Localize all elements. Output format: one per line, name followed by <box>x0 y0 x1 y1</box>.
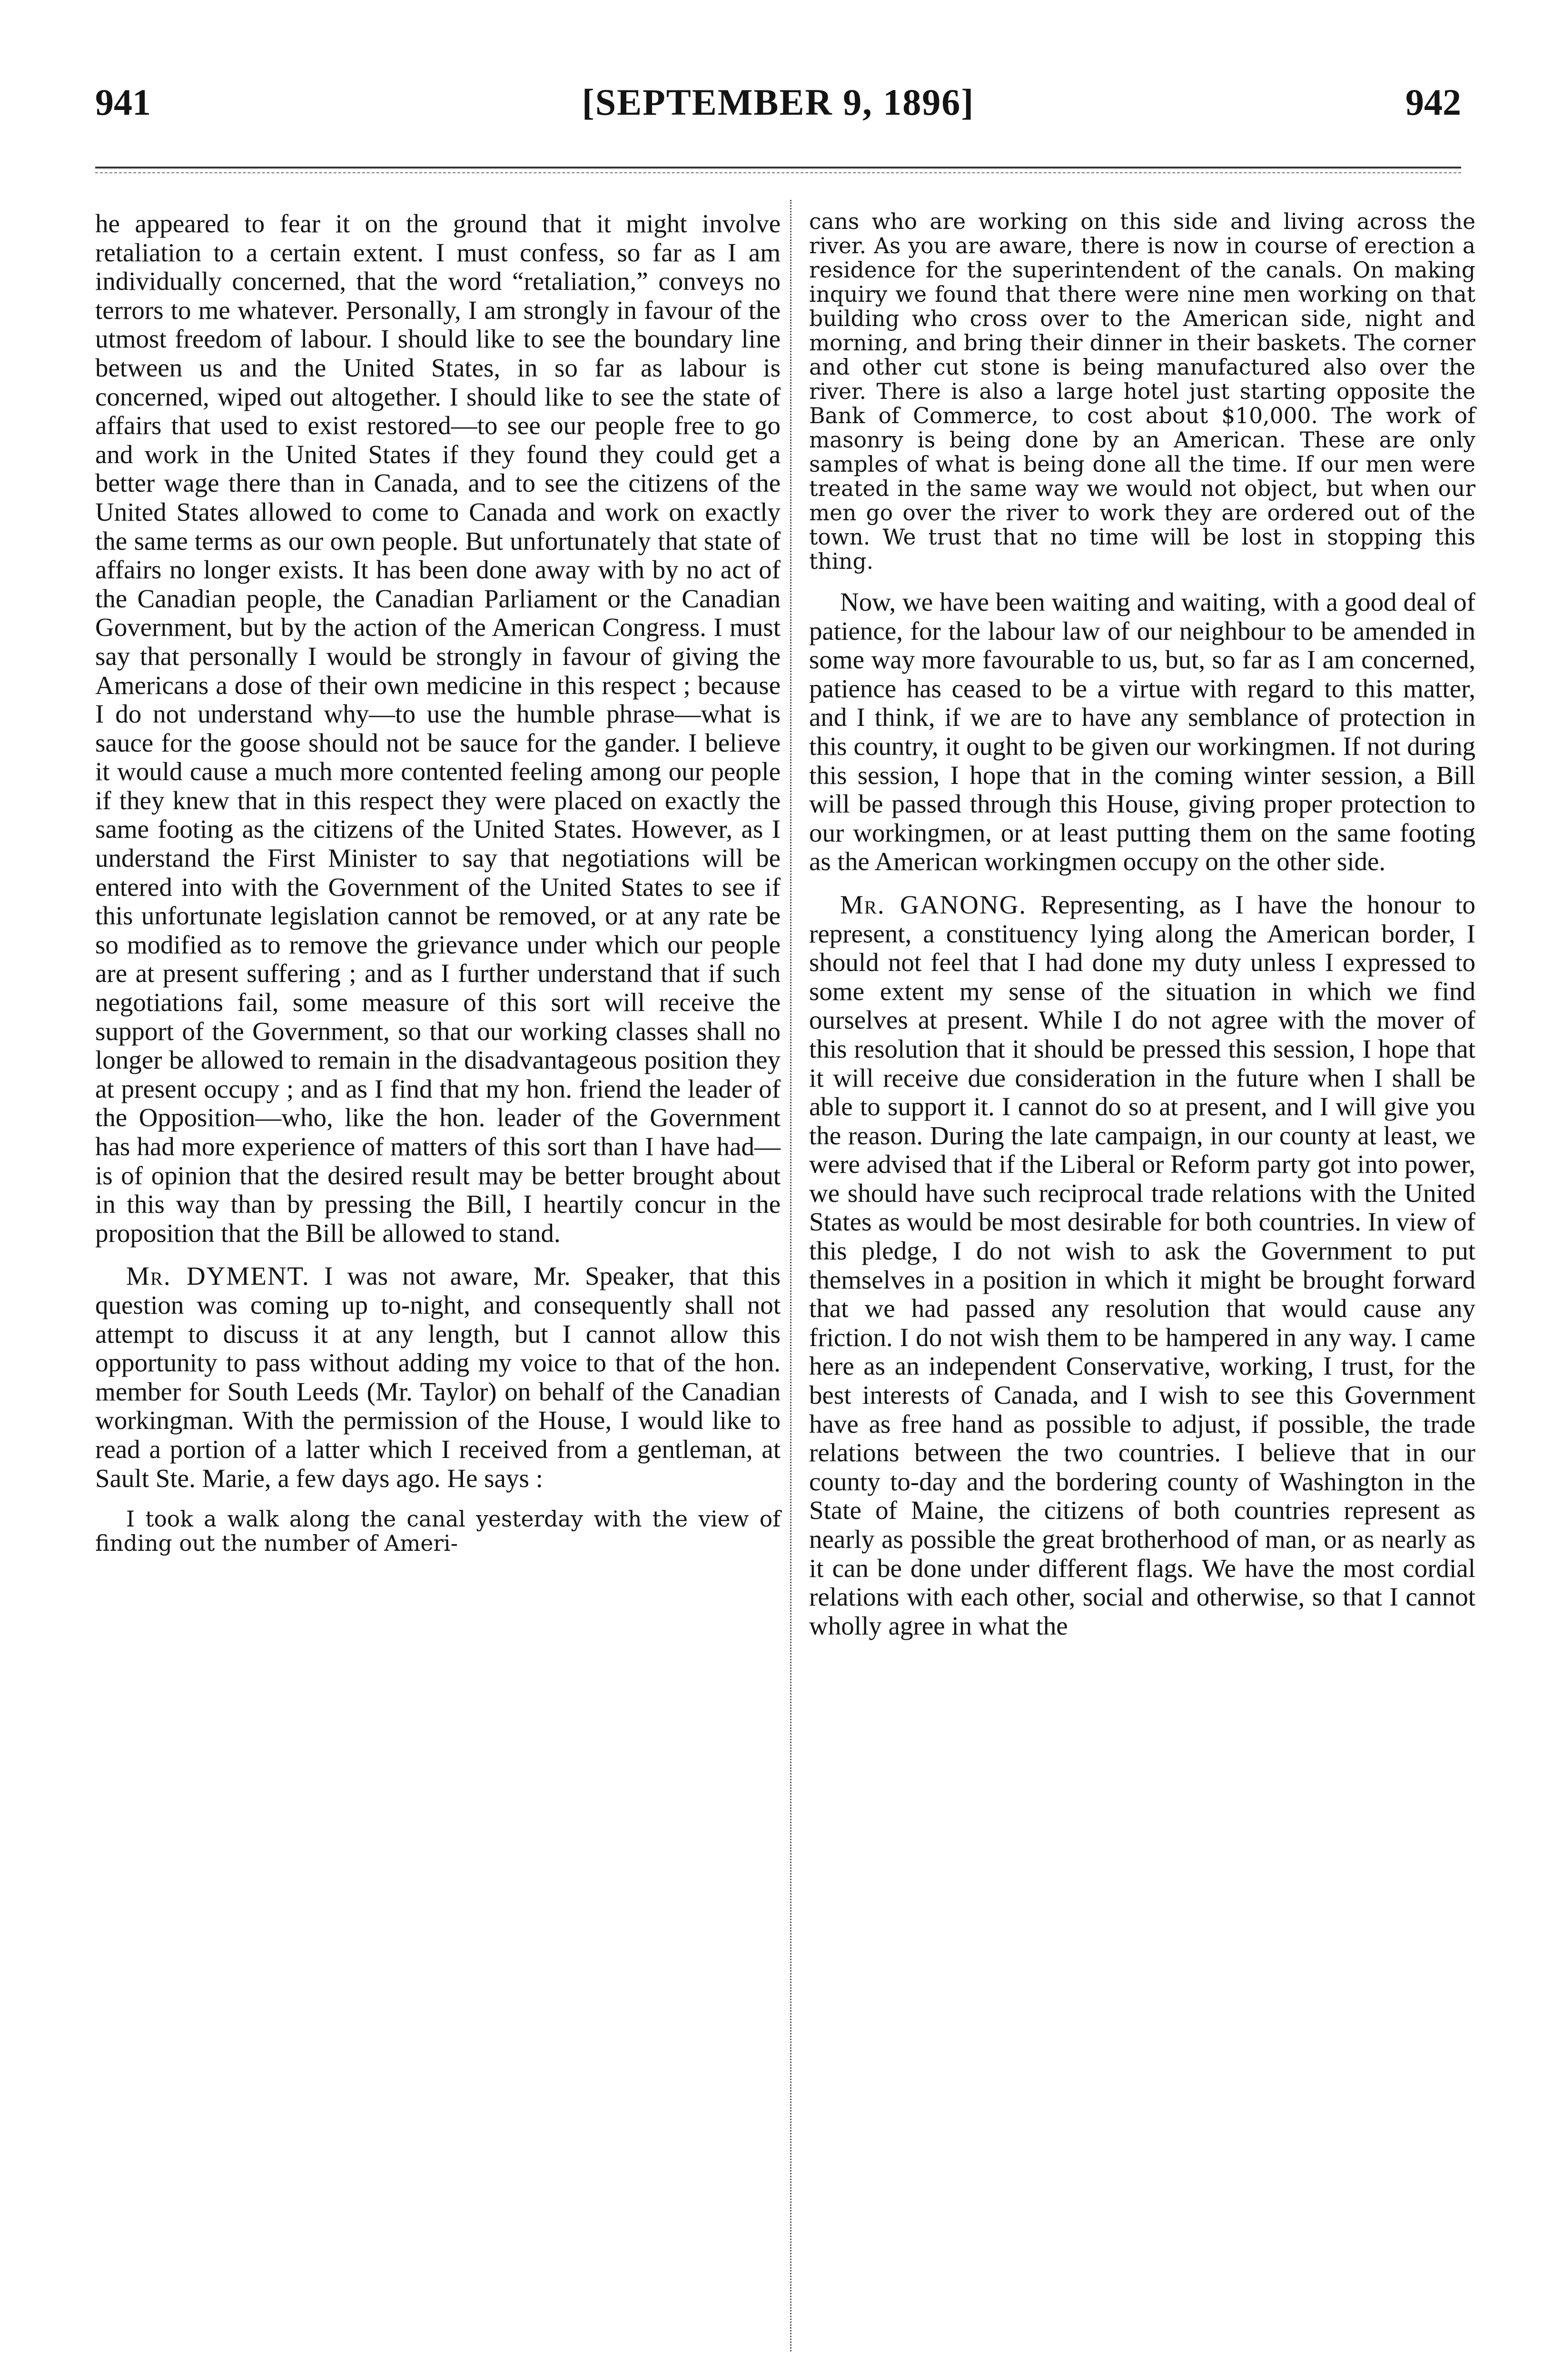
page-number-right: 942 <box>1405 81 1461 123</box>
quoted-letter-continued: cans who are working on this side and living across the river. As you are aware, there is now in course of erection a residence for the superintendent of the canals. On making inquiry we found that there were nine men working on that building who cross over to the American side, night and morning, and bring their dinner in their baskets. The corner and other cut stone is being manufactured also over the river. There is also a large hotel just starting opposite the Bank of Commerce, to cost about $10,000. The work of masonry is being done by an American. These are only samples of what is being done all the time. If our men were treated in the same way we would not object, but when our men go over the river to work they are ordered out of the town. We trust that no time will be lost in stopping this thing. <box>809 209 1475 574</box>
right-paragraph-2: Now, we have been waiting and waiting, with a good deal of patience, for the labour law of our neighbour to be amended in some way more favourable to us, but, so far as I am concerned, patience has ceased to be a virtue with regard to this matter, and I think, if we are to have any semblance of protection in this country, it ought to be given our workingmen. If not during this session, I hope that in the coming winter session, a Bill will be passed through this House, giving proper protection to our workingmen, or at least putting them on the same footing as the American workingmen occupy on the other side. <box>809 587 1475 876</box>
right-column <box>809 209 1475 1640</box>
page-number-left: 941 <box>95 81 151 123</box>
left-paragraph-1: he appeared to fear it on the ground that it might involve retaliation to a certain extent. I must confess, so far as I am individually concerned, that the word “retaliation,” conveys no terrors to me whatever. Personally, I am strongly in favour of the utmost freedom of labour. I should like to see the boundary line between us and the United States, in so far as labour is concerned, wiped out altogether. I should like to see the state of affairs that used to exist restored—to see our people free to go and work in the United States if they found they could get a better wage there than in Canada, and to see the citizens of the United States allowed to come to Canada and work on exactly the same terms as our own people. But unfortunately that state of affairs no longer exists. It has been done away with by no act of the Canadian people, the Canadian Parliament or the Canadian Government, but by the action of the American Congress. I must say that personally I would be strongly in favour of giving the Americans a dose of their own medicine in this respect ; because I do not understand why—to use the humble phrase—what is sauce for the goose should not be sauce for the gander. I believe it would cause a much more contented feeling among our people if they knew that in this respect they were placed on exactly the same footing as the citizens of the United States. However, as I understand the First Minister to say that negotiations will be entered into with the Government of the United States to see if this unfortunate legislation cannot be removed, or at any rate be so modified as to remove the grievance under which our people are at present suffering ; and as I further understand that if such negotiations fail, some measure of this sort will receive the support of the Government, so that our working classes shall no longer be allowed to remain in the disadvantageous position they at present occupy ; and as I find that my hon. friend the leader of the Opposition—who, like the hon. leader of the Government has had more experience of matters of this sort than I have had—is of opinion that the desired result may be better brought about in this way than by pressing the Bill, I heartily concur in the proposition that the Bill be allowed to stand. <box>95 209 781 1248</box>
left-column <box>95 209 781 1556</box>
quoted-letter: I took a walk along the canal yesterday with the view of finding out the number of Ameri- <box>95 1507 781 1557</box>
speech-text: Representing, as I have the honour to represent, a constituency lying along the American border, I should not feel that I had done my duty unless I expressed to some extent my sense of the situation in which we find ourselves at present. While I do not agree with the mover of this resolution that it should be pressed this session, I hope that it will receive due consideration in the future when I shall be able to support it. I cannot do so at present, and I will give you the reason. During the late campaign, in our county at least, we were advised that if the Liberal or Reform party got into power, we should have such reciprocal trade relations with the United States as would be most desirable for both countries. In view of this pledge, I do not wish to ask the Government to put themselves in a position in which it might be brought forward that we had passed any resolution that would cause any friction. I do not wish them to be hampered in any way. I came here as an independent Conservative, working, I trust, for the best interests of Canada, and I wish to see this Government have as free hand as possible to adjust, if possible, the trade relations between the two countries. I believe that in our county to-day and the bordering county of Washington in the State of Maine, the citizens of both countries represent as nearly as possible the great brotherhood of man, or as nearly as it can be done under different flags. We have the most cordial relations with each other, social and otherwise, so that I cannot wholly agree in what the <box>809 890 1475 1640</box>
column-divider <box>790 200 791 2351</box>
speech-text: I was not aware, Mr. Speaker, that this question was coming up to-night, and consequently shall not attempt to discuss it at any length, but I cannot allow this opportunity to pass without adding my voice to that of the hon. member for South Leeds (Mr. Taylor) on behalf of the Canadian workingman. With the permission of the House, I would like to read a portion of a latter which I received from a gentleman, at Sault Ste. Marie, a few days ago. He says : <box>95 1261 781 1493</box>
header-rule <box>95 167 1461 169</box>
left-paragraph-2 <box>95 1262 781 1493</box>
speaker-name: Mr. GANONG. <box>840 890 1027 919</box>
speaker-name: Mr. DYMENT. <box>126 1261 310 1291</box>
page-date: [SEPTEMBER 9, 1896] <box>582 81 975 123</box>
header-rule-dashed <box>95 172 1461 173</box>
right-paragraph-3 <box>809 891 1475 1640</box>
page-header <box>95 81 1461 138</box>
